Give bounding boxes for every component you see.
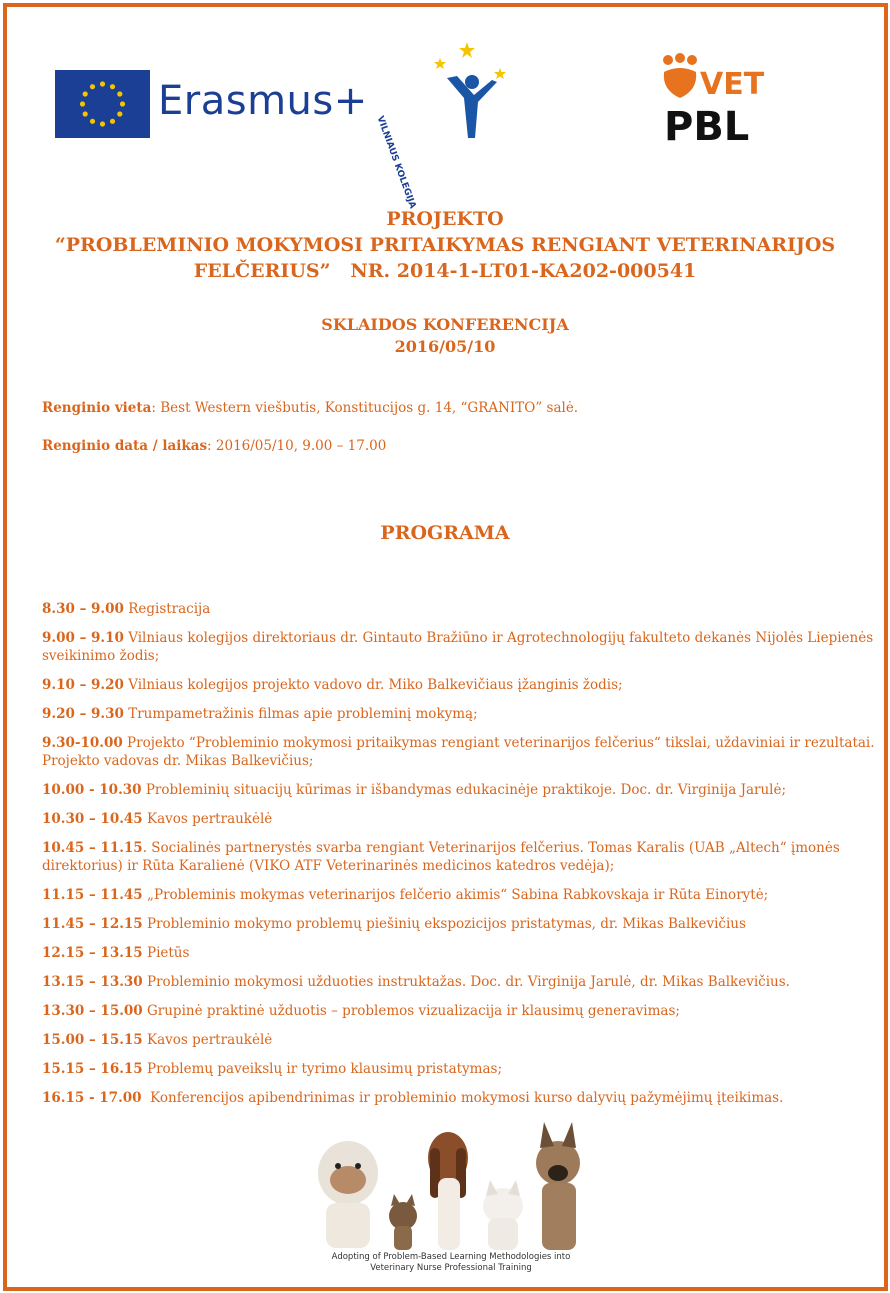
program-item-time: 15.00 – 15.15 [42,1032,143,1048]
venue-label: Renginio vieta [42,400,152,416]
program-item-text: „Probleminis mokymas veterinarijos felčerio akimis“ Sabina Rabkovskaja ir Rūta Einorytė; [142,887,769,903]
program-item [42,1089,877,1107]
caption-line-1: Adopting of Problem-Based Learning Methodologies into [331,1252,571,1262]
program-item-text: Pietūs [142,945,190,961]
title-line-2: “PROBLEMINIO MOKYMOSI PRITAIKYMAS RENGIANT VETERINARIJOS [54,234,836,256]
venue-info [42,400,578,416]
title-line-3: FELČERIUS” NR. 2014-1-LT01-KA202-000541 [193,260,697,282]
program-item-text: Probleminių situacijų kūrimas ir išbandymas edukacinėje praktikoje. Doc. dr. Virginija Jarulė; [141,782,787,798]
program-item [42,886,877,904]
erasmus-logo-text: Erasmus+ [158,78,368,124]
datetime-label: Renginio data / laikas [42,438,208,454]
program-item-time: 8.30 – 9.00 [42,601,124,617]
pbl-text: PBL [664,104,750,150]
vet-pbl-logo [650,52,780,152]
program-item-text: Trumpametražinis filmas apie probleminį mokymą; [123,706,478,722]
program-item-time: 15.15 – 16.15 [42,1061,143,1077]
program-item-text: Kavos pertraukėlė [142,1032,273,1048]
viko-text: VILNIAUS KOLEGIJA [374,114,418,211]
datetime-info [42,438,386,454]
eu-flag-logo [55,70,150,138]
programa-heading: PROGRAMA [380,522,510,544]
program-item [42,973,877,991]
program-item-text: Grupinė praktinė užduotis – problemos vizualizacija ir klausimų generavimas; [142,1003,680,1019]
program-item-text: . Socialinės partnerystės svarba rengiant Veterinarijos felčerius. Tomas Karalis (UAB „Altech“ įmonės direktorius) ir Rūta Karalienė (VIKO ATF Veterinarinės medicinos katedros vedėja); [42,840,845,874]
program-item-text: Konferencijos apibendrinimas ir probleminio mokymosi kurso dalyvių pažymėjimų įteikimas. [141,1090,784,1106]
program-item [42,676,877,694]
subtitle-date: 2016/05/10 [394,337,496,356]
illustration-caption [308,1252,594,1274]
program-item-time: 9.30-10.00 [42,735,123,751]
program-item [42,1060,877,1078]
program-item [42,734,877,770]
program-item-text: Problemų paveikslų ir tyrimo klausimų pristatymas; [142,1061,503,1077]
program-item-text: Kavos pertraukėlė [142,811,273,827]
datetime-value: : 2016/05/10, 9.00 – 17.00 [207,438,387,454]
program-item-time: 9.20 – 9.30 [42,706,124,722]
program-item [42,1002,877,1020]
program-item [42,810,877,828]
program-item-time: 10.00 - 10.30 [42,782,142,798]
program-item [42,629,877,665]
program-item-text: Projekto “Probleminio mokymosi pritaikymas rengiant veterinarijos felčerius“ tikslai, uždaviniai ir rezultatai. Projekto vadovas dr. Mikas Balkevičius; [42,735,879,769]
program-item [42,705,877,723]
conference-subtitle [0,314,890,358]
program-item-text: Vilniaus kolegijos direktoriaus dr. Gintauto Bražiūno ir Agrotechnologijų fakulteto dekanės Nijolės Liepienės sveikinimo žodis; [42,630,878,664]
program-item-text: Probleminio mokymo problemų piešinių ekspozicijos pristatymas, dr. Mikas Balkevičius [142,916,746,932]
program-item-text: Registracija [123,601,211,617]
program-item [42,781,877,799]
program-item-time: 12.15 – 13.15 [42,945,143,961]
subtitle-line-1: SKLAIDOS KONFERENCIJA [321,315,569,334]
program-item [42,1031,877,1049]
vet-text: VET [700,67,765,102]
program-item [42,839,877,875]
program-item-time: 11.15 – 11.45 [42,887,143,903]
program-item [42,915,877,933]
program-item-time: 13.30 – 15.00 [42,1003,143,1019]
title-line-1: PROJEKTO [386,208,504,230]
program-item-text: Probleminio mokymosi užduoties instruktažas. Doc. dr. Virginija Jarulė, dr. Mikas Balkevičius. [142,974,790,990]
program-item-time: 16.15 - 17.00 [42,1090,142,1106]
vilniaus-kolegija-logo [374,40,552,211]
logo-row [0,40,890,211]
program-item-time: 10.45 – 11.15 [42,840,143,856]
program-item-time: 9.00 – 9.10 [42,630,124,646]
program-item-time: 10.30 – 10.45 [42,811,143,827]
program-item-text: Vilniaus kolegijos projekto vadovo dr. Miko Balkevičiaus įžanginis žodis; [123,677,623,693]
program-item-time: 13.15 – 13.30 [42,974,143,990]
caption-line-2: Veterinary Nurse Professional Training [370,1263,532,1273]
program-item-time: 11.45 – 12.15 [42,916,143,932]
program-item [42,600,877,618]
program-list [42,600,877,1118]
venue-value: : Best Western viešbutis, Konstitucijos g. 14, “GRANITO” salė. [151,400,579,416]
project-title [0,206,890,284]
program-item-time: 9.10 – 9.20 [42,677,124,693]
program-item [42,944,877,962]
